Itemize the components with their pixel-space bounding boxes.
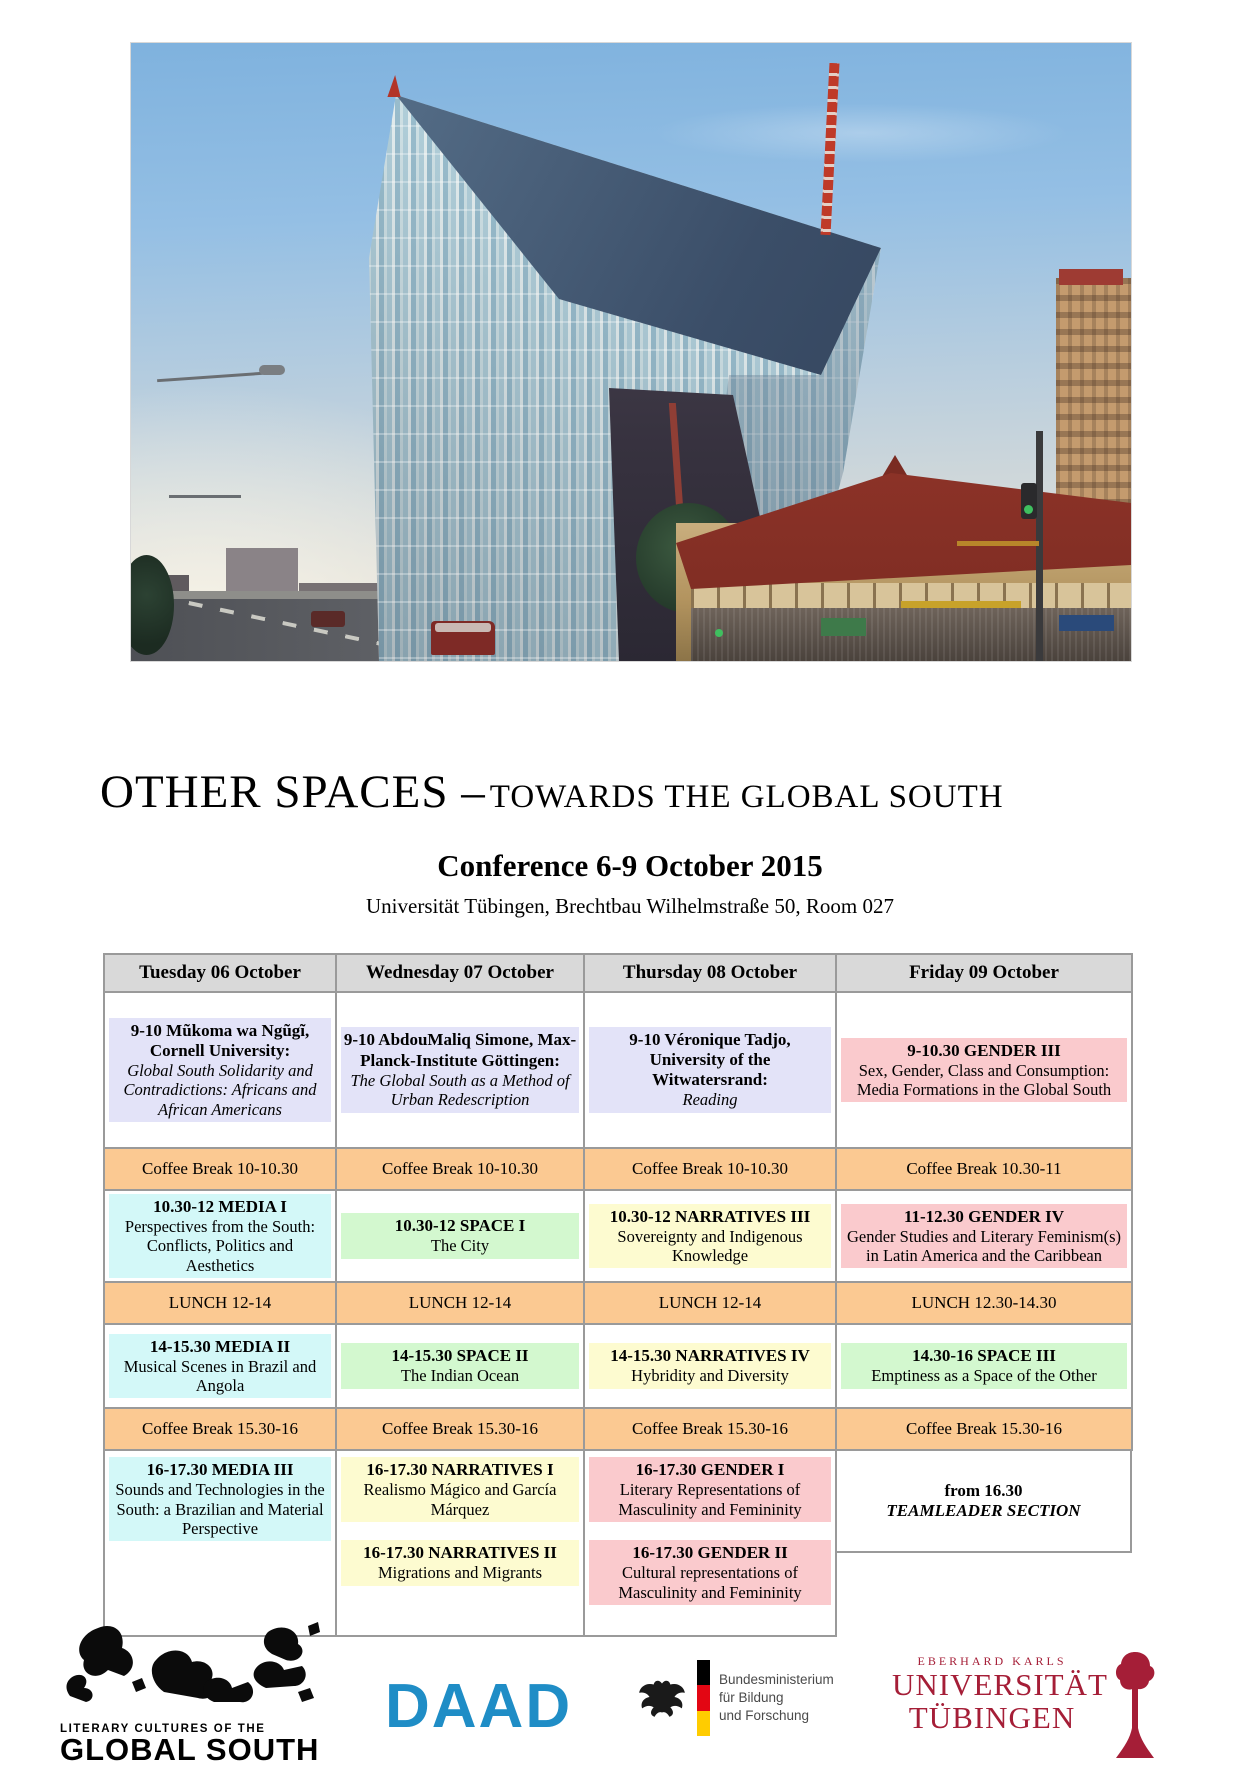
session-desc: Sovereignty and Indigenous Knowledge [617,1226,803,1266]
morning-session-row [104,1190,1132,1282]
session-cell [836,1450,1132,1636]
federal-eagle-icon [636,1677,688,1719]
session-title: 9-10 Véronique Tadjo, University of the Witwatersrand: [629,1030,791,1090]
traffic-light-green [715,629,723,637]
session-block [109,1457,331,1541]
bmbf-line1: Bundesministerium [719,1671,834,1687]
session-desc: Gender Studies and Literary Feminism(s) in Latin America and the Caribbean [846,1226,1122,1266]
day-header-friday: Friday 09 October [836,954,1132,992]
day-header-tuesday: Tuesday 06 October [104,954,336,992]
daad-logo: DAAD [385,1672,573,1741]
coffee-break-cell: Coffee Break 15.30-16 [336,1408,584,1450]
lunch-cell: LUNCH 12-14 [336,1282,584,1324]
conference-venue: Universität Tübingen, Brechtbau Wilhelmstraße 50, Room 027 [366,894,894,918]
coffee-break-cell: Coffee Break 10-10.30 [336,1148,584,1190]
session-block [589,1027,831,1113]
session-cell [836,1190,1132,1282]
uni-tuebingen-line2: UNIVERSITÄT [892,1667,1108,1702]
sponsor-logos [0,1618,1260,1784]
bmbf-line3: und Forschung [719,1708,810,1724]
session-title: 16-17.30 MEDIA III [146,1460,294,1479]
session-title: 14-15.30 SPACE II [391,1346,529,1366]
lunch-cell: LUNCH 12-14 [104,1282,336,1324]
session-block [589,1457,831,1522]
bmbf-line2: für Bildung [719,1689,784,1705]
shop-sign [1059,615,1114,631]
session-desc: Sex, Gender, Class and Consumption: Media Formations in the Global South [856,1060,1112,1100]
day-header-thursday: Thursday 08 October [584,954,836,992]
session-block [341,1213,579,1259]
session-title: 9-10 AbdouMaliq Simone, Max-Planck-Institute Göttingen: [343,1030,577,1070]
bmbf-logo-text [719,1671,834,1726]
session-desc: TEAMLEADER SECTION [886,1501,1081,1520]
lunch-cell: LUNCH 12.30-14.30 [836,1282,1132,1324]
session-block [109,1018,331,1123]
session-title: 16-17.30 GENDER I [635,1460,785,1479]
coffee-break-cell: Coffee Break 10-10.30 [584,1148,836,1190]
session-desc: Cultural representations of Masculinity and Femininity [618,1563,802,1602]
session-title: 10.30-12 SPACE I [394,1216,526,1236]
session-desc: Musical Scenes in Brazil and Angola [123,1356,317,1396]
session-cell [104,1324,336,1408]
session-block [841,1204,1127,1269]
background-highrise-sign [1059,269,1123,285]
session-title: 14.30-16 SPACE III [912,1346,1056,1366]
cloud [651,103,1071,163]
session-cell [336,1324,584,1408]
session-title: 16-17.30 GENDER II [632,1542,788,1562]
session-block [589,1540,831,1605]
uni-tuebingen-line3: TÜBINGEN [908,1699,1076,1735]
conference-dates: Conference 6-9 October 2015 [437,848,823,883]
session-desc: Migrations and Migrants [377,1563,543,1583]
session-cell [584,1190,836,1282]
session-desc: Global South Solidarity and Contradictions: Africans and African Americans [123,1060,317,1119]
shop-sign [901,601,1021,608]
poster-title-sub: TOWARDS THE GLOBAL SOUTH [489,779,1004,815]
session-title: 10.30-12 MEDIA I [153,1196,287,1216]
bmbf-logo [636,1660,834,1736]
session-cell [584,1450,836,1636]
session-cell [104,992,336,1148]
street-lamp [169,495,241,498]
session-block [341,1027,579,1112]
session-block [589,1343,831,1389]
coffee-break-row [104,1148,1132,1190]
session-desc: Reading [682,1090,738,1110]
session-desc: Sounds and Technologies in the South: a Brazilian and Material Perspective [115,1480,325,1538]
flag-gold [697,1711,710,1736]
session-title: 10.30-12 NARRATIVES III [609,1206,811,1226]
global-south-map-icon [60,1622,338,1734]
german-flag-bar-icon [697,1660,710,1736]
session-cell [336,1190,584,1282]
shop-sign [821,618,866,636]
session-cell [336,1450,584,1636]
session-block [589,1204,831,1269]
session-cell [104,1450,336,1636]
tuebingen-tree-icon [1112,1650,1158,1762]
teamleader-block [837,1451,1132,1553]
lunch-cell: LUNCH 12-14 [584,1282,836,1324]
car [311,611,345,627]
session-desc: Perspectives from the South: Conflicts, Politics and Aesthetics [124,1216,316,1275]
coffee-break-cell: Coffee Break 15.30-16 [584,1408,836,1450]
traffic-light-arm [957,541,1039,546]
minibus-roof [435,623,491,632]
traffic-light-green [1024,505,1033,514]
coffee-break-cell: Coffee Break 10.30-11 [836,1148,1132,1190]
session-desc: The Global South as a Method of Urban Redescription [350,1070,570,1110]
session-block [341,1457,579,1522]
session-cell [584,992,836,1148]
flag-black [697,1660,710,1685]
session-title: 9-10 Mũkoma wa Ngũgĩ, Cornell University: [130,1020,310,1060]
coffee-break-cell: Coffee Break 15.30-16 [104,1408,336,1450]
session-title: from 16.30 [944,1480,1023,1500]
poster-title-main: OTHER SPACES – [100,766,486,818]
lunch-row [104,1282,1132,1324]
session-block [109,1194,331,1278]
session-title: 14-15.30 NARRATIVES IV [610,1346,810,1366]
day-header-wednesday: Wednesday 07 October [336,954,584,992]
coffee-break-cell: Coffee Break 15.30-16 [836,1408,1132,1450]
session-desc: Literary Representations of Masculinity and Femininity [618,1480,802,1519]
session-title: 16-17.30 NARRATIVES II [363,1542,557,1562]
schedule-header-row [104,954,1132,992]
session-title: 14-15.30 MEDIA II [149,1336,291,1356]
session-desc: Realismo Mágico and García Márquez [363,1480,557,1519]
session-title: 9-10.30 GENDER III [907,1040,1061,1060]
background-highrise-windows [1056,278,1131,533]
flag-red [697,1685,710,1710]
session-desc: The Indian Ocean [400,1366,520,1386]
uni-tuebingen-line1: EBERHARD KARLS [917,1654,1067,1668]
tower-apex-flag [383,75,405,97]
street-lamp-head [259,365,285,375]
traffic-light-pole [1036,431,1043,661]
schedule-table [103,953,1133,1637]
conference-photo [130,42,1132,662]
coffee-break-cell: Coffee Break 10-10.30 [104,1148,336,1190]
session-block [341,1540,579,1586]
global-south-logo [60,1622,350,1767]
coffee-break-row [104,1408,1132,1450]
poster-title [100,765,1170,819]
session-block [841,1343,1127,1389]
session-cell [336,992,584,1148]
session-desc: The City [430,1236,490,1256]
session-title: 16-17.30 NARRATIVES I [366,1460,554,1479]
session-cell [836,992,1132,1148]
afternoon-session-row [104,1324,1132,1408]
session-block [341,1343,579,1389]
session-block [841,1038,1127,1103]
session-cell [104,1190,336,1282]
session-desc: Hybridity and Diversity [631,1366,789,1386]
uni-tuebingen-logo [892,1654,1108,1735]
session-desc: Emptiness as a Space of the Other [871,1366,1097,1386]
global-south-logo-tagline: LITERARY CULTURES OF THE [60,1723,266,1735]
late-session-row [104,1450,1132,1636]
session-block [109,1334,331,1399]
global-south-logo-title: GLOBAL SOUTH [60,1732,320,1767]
session-title: 11-12.30 GENDER IV [903,1206,1065,1226]
keynote-row [104,992,1132,1148]
session-cell [836,1324,1132,1408]
session-cell [584,1324,836,1408]
